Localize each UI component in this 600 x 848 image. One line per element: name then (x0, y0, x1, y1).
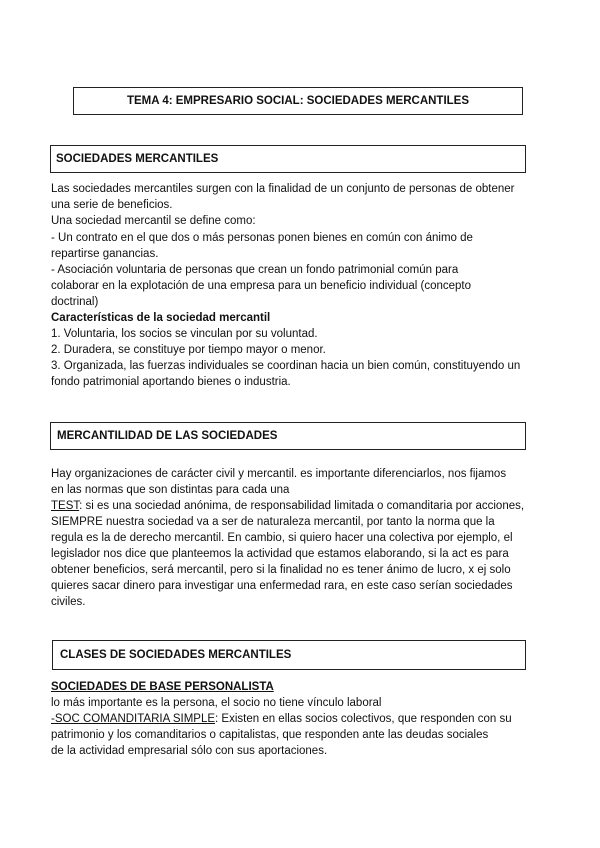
paragraph-line: civiles. (51, 596, 86, 608)
paragraph-line: Hay organizaciones de carácter civil y mercantil. es importante diferenciarlos, nos fijamos (51, 468, 507, 480)
paragraph-line: doctrinal) (51, 296, 99, 308)
paragraph-line: - Un contrato en el que dos o más personas ponen bienes en común con ánimo de (51, 232, 473, 244)
paragraph-line: regula es la de derecho mercantil. En cambio, si quiero hacer una colectiva por ejemplo, el (51, 532, 513, 544)
list-item: 1. Voluntaria, los socios se vinculan por su voluntad. (51, 328, 318, 340)
subheading-caracteristicas: Características de la sociedad mercantil (51, 312, 271, 324)
paragraph-line: una serie de beneficios. (51, 199, 173, 211)
document-title: TEMA 4: EMPRESARIO SOCIAL: SOCIEDADES MERCANTILES (73, 87, 523, 115)
paragraph-line: SIEMPRE nuestra sociedad va a ser de naturaleza mercantil, por tanto la norma que la (51, 516, 495, 528)
section-heading-mercantilidad: MERCANTILIDAD DE LAS SOCIEDADES (50, 422, 526, 450)
paragraph-line: Una sociedad mercantil se define como: (51, 215, 256, 227)
list-item: 2. Duradera, se constituye por tiempo mayor o menor. (51, 344, 326, 356)
section-heading-sociedades-mercantiles: SOCIEDADES MERCANTILES (50, 145, 526, 173)
section-heading-clases: CLASES DE SOCIEDADES MERCANTILES (52, 640, 526, 670)
paragraph-line: en las normas que son distintas para cada una (51, 484, 290, 496)
paragraph-line: obtener beneficios, será mercantil, pero si la finalidad no es tener ánimo de lucro, x ej solo (51, 564, 511, 576)
list-item: fondo patrimonial aportando bienes o industria. (51, 376, 291, 388)
paragraph-line: - Asociación voluntaria de personas que crean un fondo patrimonial común para (51, 264, 459, 276)
soc-comanditaria-label: -SOC COMANDITARIA SIMPLE (51, 713, 216, 725)
paragraph-line: lo más importante es la persona, el socio no tiene vínculo laboral (51, 697, 382, 709)
soc-comanditaria-text: : Existen en ellas socios colectivos, que responden con su (215, 713, 512, 725)
paragraph-line: quieres sacar dinero para investigar una enfermedad rara, en este caso serían sociedades (51, 580, 513, 592)
test-text: : si es una sociedad anónima, de responsabilidad limitada o comanditaria por acciones, (79, 500, 525, 512)
paragraph-line (51, 498, 524, 514)
test-label: TEST (51, 500, 80, 512)
paragraph-line: legislador nos dice que planteemos la actividad que estamos elaborando, si la act es para (51, 548, 509, 560)
paragraph-line (51, 711, 512, 727)
paragraph-line: patrimonio y los comanditarios o capitalistas, que responden ante las deudas sociales (51, 729, 489, 741)
paragraph-line: colaborar en la explotación de una empresa para un beneficio individual (concepto (51, 280, 472, 292)
list-item: 3. Organizada, las fuerzas individuales se coordinan hacia un bien común, constituyendo un (51, 360, 521, 372)
paragraph-line: repartirse ganancias. (51, 248, 159, 260)
subheading-base-personalista: SOCIEDADES DE BASE PERSONALISTA (51, 681, 274, 693)
paragraph-line: Las sociedades mercantiles surgen con la finalidad de un conjunto de personas de obtener (51, 183, 515, 195)
paragraph-line: de la actividad empresarial sólo con sus aportaciones. (51, 745, 328, 757)
